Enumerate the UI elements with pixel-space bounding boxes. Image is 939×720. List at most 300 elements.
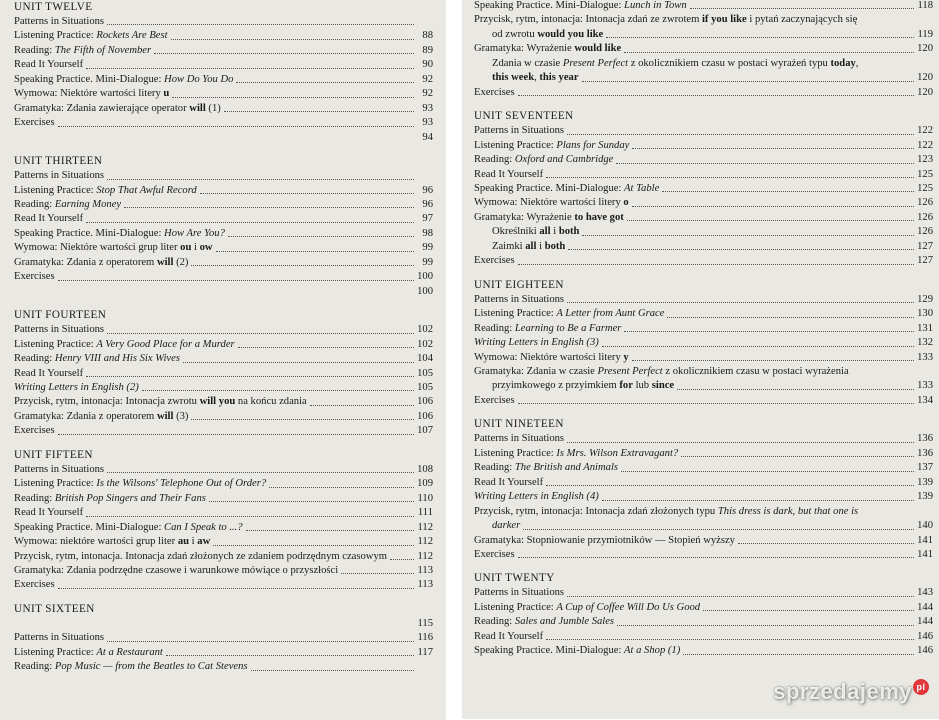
toc-entry <box>14 631 433 645</box>
unit-section <box>474 0 933 100</box>
toc-entry-title: Writing Letters in English (3) <box>474 337 599 349</box>
toc-entry-title: Reading: Oxford and Cambridge <box>474 154 614 166</box>
unit-title: UNIT THIRTEEN <box>14 155 103 168</box>
toc-entry-page: 122 <box>917 125 933 137</box>
dot-leader <box>690 8 914 9</box>
unit-section <box>14 308 433 439</box>
toc-entry <box>474 394 933 408</box>
toc-entry-title: Przycisk, rytm, intonacja. Intonacja zdań złożonych ze zdaniem podrzędnym czasowym <box>14 550 387 562</box>
toc-entry <box>474 225 933 239</box>
dot-leader <box>183 362 414 363</box>
unit-section <box>14 0 433 145</box>
watermark-suffix: pl <box>913 679 929 695</box>
toc-entry-title: Exercises <box>14 425 55 437</box>
dot-leader <box>238 347 414 348</box>
toc-entry <box>474 153 933 167</box>
toc-entry-title: Patterns in Situations <box>14 170 105 182</box>
toc-entry <box>14 492 433 506</box>
toc-entry-page: 100 <box>417 285 433 297</box>
toc-entry <box>474 293 933 307</box>
toc-entry <box>474 447 933 461</box>
dot-leader <box>606 37 914 38</box>
toc-entry-title: Wymowa: niektóre wartości grup liter au i aw <box>14 536 211 548</box>
toc-entry-page: 132 <box>917 337 933 349</box>
dot-leader <box>58 126 414 127</box>
toc-entry <box>14 323 433 337</box>
toc-entry-page: 146 <box>917 645 933 657</box>
toc-entry-title: Gramatyka: Zdania z operatorem will (2) <box>14 256 189 268</box>
dot-leader <box>269 487 414 488</box>
toc-entry-title: Listening Practice: At a Restaurant <box>14 646 163 658</box>
toc-entry-page: 106 <box>417 396 433 408</box>
toc-entry-page: 100 <box>417 271 433 283</box>
toc-entry-page: 119 <box>917 28 933 40</box>
toc-entry-title: Reading: Henry VIII and His Six Wives <box>14 353 180 365</box>
toc-entry-page: 113 <box>417 564 433 576</box>
dot-leader <box>582 235 914 236</box>
dot-leader <box>568 249 914 250</box>
dot-leader <box>567 134 914 135</box>
toc-entry-page: 93 <box>422 117 433 129</box>
toc-entry <box>474 307 933 321</box>
toc-entry <box>14 660 433 674</box>
unit-title: UNIT TWENTY <box>474 572 555 585</box>
watermark-text: sprzedajemy <box>773 679 912 704</box>
toc-entry <box>14 87 433 101</box>
toc-entry-title: Przycisk, rytm, intonacja: Intonacja zwrotu will you na końcu zdania <box>14 396 307 408</box>
dot-leader <box>667 317 914 318</box>
unit-section <box>14 448 433 593</box>
dot-leader <box>251 670 414 671</box>
toc-entry <box>14 367 433 381</box>
toc-entry-page: 137 <box>917 462 933 474</box>
dot-leader <box>662 191 914 192</box>
toc-entry-page: 127 <box>917 255 933 267</box>
toc-entry-title: Określniki all i both <box>492 226 580 238</box>
unit-section <box>474 278 933 409</box>
toc-entry <box>474 124 933 138</box>
toc-entry-page: 90 <box>422 59 433 71</box>
toc-entry <box>14 212 433 226</box>
toc-entry-title: Reading: The British and Animals <box>474 462 619 474</box>
toc-entry-page: 107 <box>417 425 433 437</box>
toc-entry-page: 125 <box>917 182 933 194</box>
right-toc-column <box>462 0 939 668</box>
toc-entry <box>474 601 933 615</box>
toc-entry <box>474 461 933 475</box>
toc-entry <box>474 139 933 153</box>
toc-entry-page: 131 <box>917 322 933 334</box>
toc-entry-page: 126 <box>917 211 933 223</box>
toc-entry-page: 104 <box>417 353 433 365</box>
dot-leader <box>166 655 414 656</box>
toc-entry-page: 141 <box>917 548 933 560</box>
toc-entry-title: Wymowa: Niektóre wartości litery y <box>474 351 629 363</box>
toc-entry-title: Patterns in Situations <box>474 433 565 445</box>
dot-leader <box>107 24 414 25</box>
dot-leader <box>681 456 914 457</box>
toc-entry-page: 139 <box>917 491 933 503</box>
dot-leader <box>621 471 914 472</box>
toc-entry <box>474 86 933 100</box>
toc-entry-title: Listening Practice: A Letter from Aunt Grace <box>474 308 665 320</box>
unit-title: UNIT EIGHTEEN <box>474 278 564 291</box>
toc-entry <box>474 42 933 56</box>
toc-entry <box>14 44 433 58</box>
toc-entry <box>14 506 433 520</box>
toc-entry-title: Patterns in Situations <box>474 293 565 305</box>
toc-entry-page: 141 <box>917 534 933 546</box>
dot-leader <box>200 193 414 194</box>
toc-entry <box>474 365 933 379</box>
toc-entry-page: 99 <box>422 242 433 254</box>
toc-entry-title: this week, this year <box>492 72 579 84</box>
dot-leader <box>518 403 914 404</box>
toc-entry-page: 123 <box>917 154 933 166</box>
toc-entry <box>14 270 433 284</box>
toc-entry-page: 108 <box>417 463 433 475</box>
toc-entry-title: Patterns in Situations <box>474 587 565 599</box>
toc-entry-page: 110 <box>417 492 433 504</box>
dot-leader <box>191 419 414 420</box>
unit-title: UNIT NINETEEN <box>474 418 564 431</box>
unit-section <box>14 154 433 299</box>
toc-entry-title: Przycisk, rytm, intonacja: Intonacja zdań złożonych typu This dress is dark, but that one is <box>474 505 859 517</box>
toc-entry-page: 113 <box>417 579 433 591</box>
dot-leader <box>632 206 914 207</box>
dot-leader <box>213 545 414 546</box>
toc-entry <box>474 0 933 13</box>
toc-entry-title: przyimkowego z przyimkiem for lub since <box>492 380 675 392</box>
toc-entry <box>474 534 933 548</box>
left-page <box>0 0 446 720</box>
toc-entry <box>14 617 433 631</box>
toc-entry-title: Patterns in Situations <box>14 632 105 644</box>
toc-entry <box>14 550 433 564</box>
toc-entry-page: 92 <box>422 88 433 100</box>
toc-entry <box>14 578 433 592</box>
toc-entry-title: Reading: Pop Music — from the Beatles to Cat Stevens <box>14 661 248 673</box>
dot-leader <box>617 625 914 626</box>
toc-entry <box>474 490 933 504</box>
toc-entry-page: 88 <box>422 30 433 42</box>
toc-entry <box>14 29 433 43</box>
toc-entry-title: Read It Yourself <box>14 59 84 71</box>
unit-title: UNIT TWELVE <box>14 1 93 13</box>
toc-entry <box>14 15 433 29</box>
toc-entry-page: 146 <box>917 630 933 642</box>
toc-entry <box>474 351 933 365</box>
toc-entry-title: Listening Practice: Is the Wilsons' Telephone Out of Order? <box>14 478 267 490</box>
dot-leader <box>107 179 414 180</box>
toc-entry-page: 115 <box>417 617 433 629</box>
dot-leader <box>154 53 414 54</box>
toc-entry-title: Listening Practice: A Very Good Place for a Murder <box>14 338 235 350</box>
toc-entry <box>14 535 433 549</box>
dot-leader <box>86 376 414 377</box>
dot-leader <box>341 573 414 574</box>
toc-entry-title: Speaking Practice. Mini-Dialogue: How Are You? <box>14 227 225 239</box>
toc-entry-page: 106 <box>417 410 433 422</box>
unit-section <box>14 602 433 675</box>
unit-section <box>474 109 933 269</box>
toc-entry-page: 93 <box>422 102 433 114</box>
toc-entry-page: 133 <box>917 351 933 363</box>
toc-entry-title: Listening Practice: Stop That Awful Record <box>14 184 197 196</box>
toc-entry-title: Gramatyka: Stopniowanie przymiotników — Stopień wyższy <box>474 534 735 546</box>
dot-leader <box>683 654 914 655</box>
toc-entry-title: Listening Practice: A Cup of Coffee Will Do Us Good <box>474 601 701 613</box>
dot-leader <box>58 434 414 435</box>
dot-leader <box>632 148 914 149</box>
toc-entry-page: 139 <box>917 476 933 488</box>
toc-entry-page: 127 <box>917 240 933 252</box>
dot-leader <box>107 333 414 334</box>
toc-entry-page: 125 <box>917 168 933 180</box>
toc-entry-page: 120 <box>917 43 933 55</box>
toc-entry-page: 144 <box>917 616 933 628</box>
toc-entry-title: Writing Letters in English (2) <box>14 381 139 393</box>
dot-leader <box>567 596 914 597</box>
toc-entry-title: Gramatyka: Zdania zawierające operator will (1) <box>14 102 221 114</box>
toc-entry-title: Writing Letters in English (4) <box>474 491 599 503</box>
toc-entry-page: 136 <box>917 433 933 445</box>
dot-leader <box>142 390 414 391</box>
toc-entry <box>14 241 433 255</box>
toc-entry <box>474 432 933 446</box>
toc-entry <box>14 227 433 241</box>
toc-entry-title: Wymowa: Niektóre wartości litery u <box>14 88 170 100</box>
unit-title: UNIT SIXTEEN <box>14 602 95 615</box>
toc-entry-page: 144 <box>917 601 933 613</box>
toc-entry <box>474 254 933 268</box>
watermark-logo <box>773 679 929 705</box>
toc-entry <box>474 548 933 562</box>
dot-leader <box>624 52 914 53</box>
toc-entry-page: 97 <box>422 213 433 225</box>
toc-entry-title: Exercises <box>14 271 55 283</box>
toc-entry-page: 130 <box>917 308 933 320</box>
unit-title: UNIT FOURTEEN <box>14 309 107 322</box>
toc-entry <box>14 184 433 198</box>
toc-entry-title: Wymowa: Niektóre wartości grup liter ou i ow <box>14 242 213 254</box>
dot-leader <box>172 97 414 98</box>
toc-entry <box>474 519 933 533</box>
dot-leader <box>602 500 914 501</box>
toc-entry <box>14 410 433 424</box>
toc-entry-page: 94 <box>422 131 433 143</box>
toc-entry <box>474 71 933 85</box>
toc-entry <box>474 505 933 519</box>
dot-leader <box>632 360 914 361</box>
toc-entry-page: 96 <box>422 184 433 196</box>
toc-entry-title: Exercises <box>474 394 515 406</box>
toc-entry-title: Listening Practice: Plans for Sunday <box>474 139 630 151</box>
unit-section <box>474 417 933 562</box>
toc-entry <box>14 395 433 409</box>
toc-entry-page: 96 <box>422 198 433 210</box>
toc-entry-page: 126 <box>917 197 933 209</box>
toc-entry <box>474 586 933 600</box>
dot-leader <box>616 163 914 164</box>
dot-leader <box>224 111 414 112</box>
toc-entry-page: 117 <box>417 646 433 658</box>
dot-leader <box>246 530 414 531</box>
dot-leader <box>567 442 914 443</box>
toc-entry-title: Listening Practice: Rockets Are Best <box>14 30 168 42</box>
toc-entry-title: Exercises <box>474 255 515 267</box>
toc-entry-title: Patterns in Situations <box>14 324 105 336</box>
toc-entry <box>14 256 433 270</box>
dot-leader <box>627 220 914 221</box>
dot-leader <box>107 472 414 473</box>
toc-entry <box>474 240 933 254</box>
toc-entry-page: 133 <box>917 380 933 392</box>
dot-leader <box>86 516 414 517</box>
toc-entry <box>14 424 433 438</box>
dot-leader <box>518 557 914 558</box>
toc-entry <box>474 644 933 658</box>
toc-entry-title: Wymowa: Niektóre wartości litery o <box>474 197 629 209</box>
toc-entry-page: 112 <box>417 536 433 548</box>
toc-entry <box>474 379 933 393</box>
dot-leader <box>236 82 414 83</box>
unit-title: UNIT SEVENTEEN <box>474 110 574 123</box>
toc-entry-title: Speaking Practice. Mini-Dialogue: How Do You Do <box>14 73 234 85</box>
dot-leader <box>567 302 914 303</box>
toc-entry <box>14 116 433 130</box>
toc-entry-title: Read It Yourself <box>474 630 544 642</box>
right-page <box>462 0 939 719</box>
toc-entry <box>474 630 933 644</box>
toc-entry <box>14 338 433 352</box>
dot-leader <box>228 236 414 237</box>
toc-entry <box>14 521 433 535</box>
toc-entry-page: 143 <box>917 587 933 599</box>
toc-entry <box>474 168 933 182</box>
toc-entry-title: Read It Yourself <box>14 213 84 225</box>
toc-entry-title: Exercises <box>474 86 515 98</box>
toc-entry-page: 105 <box>417 367 433 379</box>
dot-leader <box>546 639 914 640</box>
dot-leader <box>703 610 914 611</box>
toc-entry <box>474 322 933 336</box>
toc-entry-title: Listening Practice: Is Mrs. Wilson Extravagant? <box>474 447 679 459</box>
toc-entry-title: darker <box>492 520 521 532</box>
toc-entry <box>14 73 433 87</box>
toc-entry-title: Gramatyka: Zdania z operatorem will (3) <box>14 410 189 422</box>
toc-entry-title: Reading: British Pop Singers and Their Fans <box>14 492 206 504</box>
toc-entry-title: Patterns in Situations <box>14 463 105 475</box>
toc-entry-title: Przycisk, rytm, intonacja: Intonacja zdań ze zwrotem if you like i pytań zaczynających się <box>474 14 858 26</box>
toc-entry-title: Patterns in Situations <box>14 16 105 27</box>
toc-entry <box>474 196 933 210</box>
toc-entry-title: od zwrotu would you like <box>492 28 604 40</box>
toc-entry-page: 112 <box>417 550 433 562</box>
toc-entry <box>474 476 933 490</box>
toc-entry <box>14 477 433 491</box>
toc-entry <box>14 198 433 212</box>
toc-entry-title: Speaking Practice. Mini-Dialogue: At Table <box>474 182 660 194</box>
toc-entry-title: Reading: Earning Money <box>14 198 122 210</box>
dot-leader <box>58 280 414 281</box>
dot-leader <box>58 588 414 589</box>
toc-entry <box>14 463 433 477</box>
toc-entry <box>14 102 433 116</box>
dot-leader <box>171 39 414 40</box>
toc-entry-title: Reading: Learning to Be a Farmer <box>474 322 622 334</box>
dot-leader <box>390 559 414 560</box>
toc-entry-page: 99 <box>422 256 433 268</box>
dot-leader <box>546 177 914 178</box>
toc-entry <box>474 57 933 71</box>
unit-title: UNIT FIFTEEN <box>14 448 93 461</box>
dot-leader <box>602 346 914 347</box>
toc-entry-title: Patterns in Situations <box>474 125 565 137</box>
dot-leader <box>124 207 414 208</box>
dot-leader <box>191 265 414 266</box>
toc-entry-page: 111 <box>417 507 433 519</box>
dot-leader <box>738 543 914 544</box>
toc-entry <box>14 646 433 660</box>
dot-leader <box>216 251 414 252</box>
toc-entry-page: 120 <box>917 86 933 98</box>
toc-entry-page: 120 <box>917 72 933 84</box>
dot-leader <box>86 68 414 69</box>
toc-entry-page: 109 <box>417 478 433 490</box>
toc-entry-title: Exercises <box>14 579 55 591</box>
toc-entry-page: 140 <box>917 520 933 532</box>
toc-entry-page: 92 <box>422 73 433 85</box>
toc-entry-title: Zdania w czasie Present Perfect z okolicznikiem czasu w postaci wyrażeń typu today, <box>492 57 859 69</box>
toc-entry <box>474 336 933 350</box>
toc-entry-page: 102 <box>417 338 433 350</box>
toc-entry-title: Read It Yourself <box>474 476 544 488</box>
toc-entry-title: Exercises <box>14 117 55 129</box>
dot-leader <box>86 222 414 223</box>
toc-entry <box>14 285 433 299</box>
toc-entry-title: Gramatyka: Zdania podrzędne czasowe i warunkowe mówiące o przyszłości <box>14 564 339 576</box>
toc-entry <box>14 169 433 183</box>
toc-entry-title: Gramatyka: Zdania w czasie Present Perfect z okolicznikiem czasu w postaci wyrażenia <box>474 365 849 377</box>
dot-leader <box>310 405 414 406</box>
dot-leader <box>209 501 414 502</box>
dot-leader <box>518 264 914 265</box>
toc-entry-title: Read It Yourself <box>474 168 544 180</box>
unit-section <box>474 571 933 658</box>
toc-entry-title: Read It Yourself <box>14 507 84 519</box>
toc-entry-title: Speaking Practice. Mini-Dialogue: Lunch in Town <box>474 0 687 11</box>
toc-entry-page: 105 <box>417 381 433 393</box>
toc-entry-title: Exercises <box>474 548 515 560</box>
toc-entry <box>14 58 433 72</box>
toc-entry-page: 126 <box>917 226 933 238</box>
left-toc-column <box>0 0 446 684</box>
toc-entry-title: Reading: Sales and Jumble Sales <box>474 616 615 628</box>
dot-leader <box>624 331 914 332</box>
toc-entry-page: 98 <box>422 227 433 239</box>
toc-entry <box>14 564 433 578</box>
toc-entry <box>474 211 933 225</box>
toc-entry-page: 118 <box>917 0 933 11</box>
dot-leader <box>107 641 414 642</box>
toc-entry-page: 89 <box>422 44 433 56</box>
dot-leader <box>518 95 914 96</box>
toc-entry-title: Zaimki all i both <box>492 240 566 252</box>
toc-entry-title: Read It Yourself <box>14 367 84 379</box>
toc-entry <box>474 13 933 27</box>
dot-leader <box>523 529 914 530</box>
